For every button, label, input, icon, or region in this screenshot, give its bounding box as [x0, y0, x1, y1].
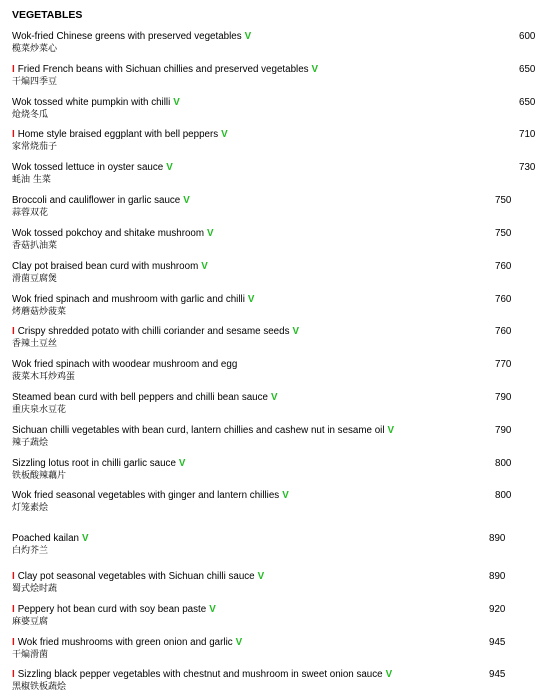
dish-chinese-name: 蚝油 生菜 — [12, 175, 51, 185]
menu-item — [12, 294, 540, 324]
dish-english-line — [12, 637, 242, 649]
dish-english-line — [12, 97, 180, 109]
dish-price: 730 — [519, 162, 536, 173]
vegetarian-marker-icon: V — [385, 669, 393, 680]
dish-name: Poached kailan — [12, 533, 79, 544]
dish-name: Sichuan chilli vegetables with bean curd, lantern chillies and cashew nut in sesame oil — [12, 425, 385, 436]
dish-chinese-name: 菠菜木耳炒鸡蛋 — [12, 372, 76, 382]
dish-chinese-name: 铁板酸辣藕片 — [12, 471, 67, 481]
menu-item — [12, 97, 540, 127]
vegetarian-marker-icon: V — [221, 129, 228, 140]
menu-item — [12, 129, 540, 159]
dish-english-line — [12, 64, 318, 76]
dish-chinese-name: 香辣土豆丝 — [12, 339, 58, 349]
dish-chinese-name: 干煸滑菌 — [12, 650, 49, 660]
vegetarian-marker-icon: V — [270, 392, 278, 403]
dish-chinese-name: 炝烧冬瓜 — [12, 110, 49, 120]
menu-item — [12, 604, 540, 634]
dish-chinese-name: 家常烧茄子 — [12, 142, 58, 152]
dish-english-line — [12, 228, 214, 240]
vegetarian-marker-icon: V — [247, 294, 255, 305]
dish-english-line — [12, 162, 173, 174]
dish-chinese-name: 蜀式烩时蔬 — [12, 584, 58, 594]
section-title: VEGETABLES — [12, 9, 83, 21]
dish-price: 945 — [489, 669, 506, 680]
vegetarian-marker-icon: V — [292, 326, 300, 337]
dish-english-line — [12, 571, 264, 583]
dish-chinese-name: 蒜蓉双花 — [12, 208, 49, 218]
dish-name: Wok tossed white pumpkin with chilli — [12, 97, 171, 108]
spicy-marker-icon: I — [12, 637, 15, 648]
vegetarian-marker-icon: V — [166, 162, 173, 173]
vegetarian-marker-icon: V — [311, 64, 319, 75]
vegetarian-marker-icon: V — [387, 425, 395, 436]
dish-name: Wok tossed lettuce in oyster sauce — [12, 162, 164, 173]
menu-item — [12, 392, 540, 422]
dish-name: Sizzling lotus root in chilli garlic sauce — [12, 458, 176, 469]
dish-name: Clay pot braised bean curd with mushroom — [12, 261, 199, 272]
menu-item — [12, 326, 540, 356]
dish-price: 750 — [495, 195, 512, 206]
dish-chinese-name: 烤蘑菇炒菠菜 — [12, 307, 67, 317]
dish-price: 710 — [519, 129, 536, 140]
menu-item — [12, 637, 540, 667]
dish-chinese-name: 白灼芥兰 — [12, 546, 49, 556]
dish-name: Wok fried spinach with woodear mushroom and egg — [12, 359, 238, 370]
spicy-marker-icon: I — [12, 64, 15, 75]
dish-price: 920 — [489, 604, 506, 615]
dish-price: 750 — [495, 228, 512, 239]
dish-english-line — [12, 669, 392, 681]
dish-price: 800 — [495, 490, 512, 501]
dish-english-line — [12, 31, 251, 43]
spicy-marker-icon: I — [12, 604, 15, 615]
vegetarian-marker-icon: V — [209, 604, 216, 615]
dish-chinese-name: 香菇扒油菜 — [12, 241, 58, 251]
menu-item — [12, 228, 540, 258]
dish-english-line — [12, 458, 185, 470]
dish-name: Steamed bean curd with bell peppers and chilli bean sauce — [12, 392, 268, 403]
dish-price: 770 — [495, 359, 512, 370]
dish-chinese-name: 干煸四季豆 — [12, 77, 58, 87]
dish-name: Wok-fried Chinese greens with preserved vegetables — [12, 31, 242, 42]
dish-english-line — [12, 294, 254, 306]
dish-price: 945 — [489, 637, 506, 648]
menu-item — [12, 458, 540, 488]
menu-item — [12, 261, 540, 291]
vegetarian-marker-icon: V — [178, 458, 186, 469]
menu-item — [12, 195, 540, 225]
dish-name: Wok fried spinach and mushroom with garlic and chilli — [12, 294, 245, 305]
dish-name: Clay pot seasonal vegetables with Sichuan chilli sauce — [17, 571, 255, 582]
dish-name: Wok fried seasonal vegetables with ginger and lantern chillies — [12, 490, 280, 501]
vegetarian-marker-icon: V — [183, 195, 190, 206]
dish-english-line — [12, 533, 89, 545]
dish-price: 760 — [495, 326, 512, 337]
menu-item — [12, 359, 540, 389]
vegetarian-marker-icon: V — [282, 490, 289, 501]
dish-chinese-name: 滑菌豆腐煲 — [12, 274, 58, 284]
dish-english-line — [12, 195, 190, 207]
dish-english-line — [12, 326, 299, 338]
dish-price: 800 — [495, 458, 512, 469]
dish-chinese-name: 灯笼素烩 — [12, 503, 49, 513]
dish-chinese-name: 重庆泉水豆花 — [12, 405, 67, 415]
dish-english-line — [12, 392, 278, 404]
dish-price: 760 — [495, 294, 512, 305]
dish-name: Sizzling black pepper vegetables with chestnut and mushroom in sweet onion sauce — [17, 669, 383, 680]
dish-name: Broccoli and cauliflower in garlic sauce — [12, 195, 181, 206]
dish-price: 890 — [489, 533, 506, 544]
dish-chinese-name: 榄菜炒菜心 — [12, 44, 58, 54]
vegetarian-marker-icon: V — [201, 261, 208, 272]
dish-english-line — [12, 359, 237, 371]
menu-item — [12, 425, 540, 455]
dish-price: 890 — [489, 571, 506, 582]
vegetarian-marker-icon: V — [257, 571, 265, 582]
dish-name: Home style braised eggplant with bell peppers — [17, 129, 219, 140]
spicy-marker-icon: I — [12, 669, 15, 680]
dish-name: Fried French beans with Sichuan chillies and preserved vegetables — [17, 64, 309, 75]
dish-english-line — [12, 425, 394, 437]
dish-price: 650 — [519, 97, 536, 108]
menu-item — [12, 64, 540, 94]
dish-name: Wok tossed pokchoy and shitake mushroom — [12, 228, 205, 239]
dish-chinese-name: 麻婆豆腐 — [12, 617, 49, 627]
spicy-marker-icon: I — [12, 571, 15, 582]
spicy-marker-icon: I — [12, 326, 15, 337]
dish-price: 790 — [495, 392, 512, 403]
vegetarian-marker-icon: V — [207, 228, 214, 239]
dish-chinese-name: 黑椒铁板蔬烩 — [12, 682, 67, 692]
menu-item — [12, 571, 540, 601]
dish-english-line — [12, 261, 208, 273]
dish-price: 760 — [495, 261, 512, 272]
vegetarian-marker-icon: V — [173, 97, 180, 108]
spicy-marker-icon: I — [12, 129, 15, 140]
dish-name: Crispy shredded potato with chilli coriander and sesame seeds — [17, 326, 290, 337]
dish-price: 790 — [495, 425, 512, 436]
dish-english-line — [12, 129, 228, 141]
menu-item — [12, 669, 540, 699]
dish-name: Wok fried mushrooms with green onion and garlic — [17, 637, 233, 648]
dish-english-line — [12, 490, 289, 502]
menu-item — [12, 31, 540, 61]
vegetarian-marker-icon: V — [244, 31, 252, 42]
menu-item — [12, 490, 540, 520]
dish-english-line — [12, 604, 216, 616]
menu-item — [12, 533, 540, 563]
dish-chinese-name: 辣子蔬烩 — [12, 438, 49, 448]
menu-item — [12, 162, 540, 192]
vegetarian-marker-icon: V — [82, 533, 89, 544]
dish-name: Peppery hot bean curd with soy bean paste — [17, 604, 207, 615]
vegetarian-marker-icon: V — [235, 637, 243, 648]
dish-price: 650 — [519, 64, 536, 75]
dish-price: 600 — [519, 31, 536, 42]
